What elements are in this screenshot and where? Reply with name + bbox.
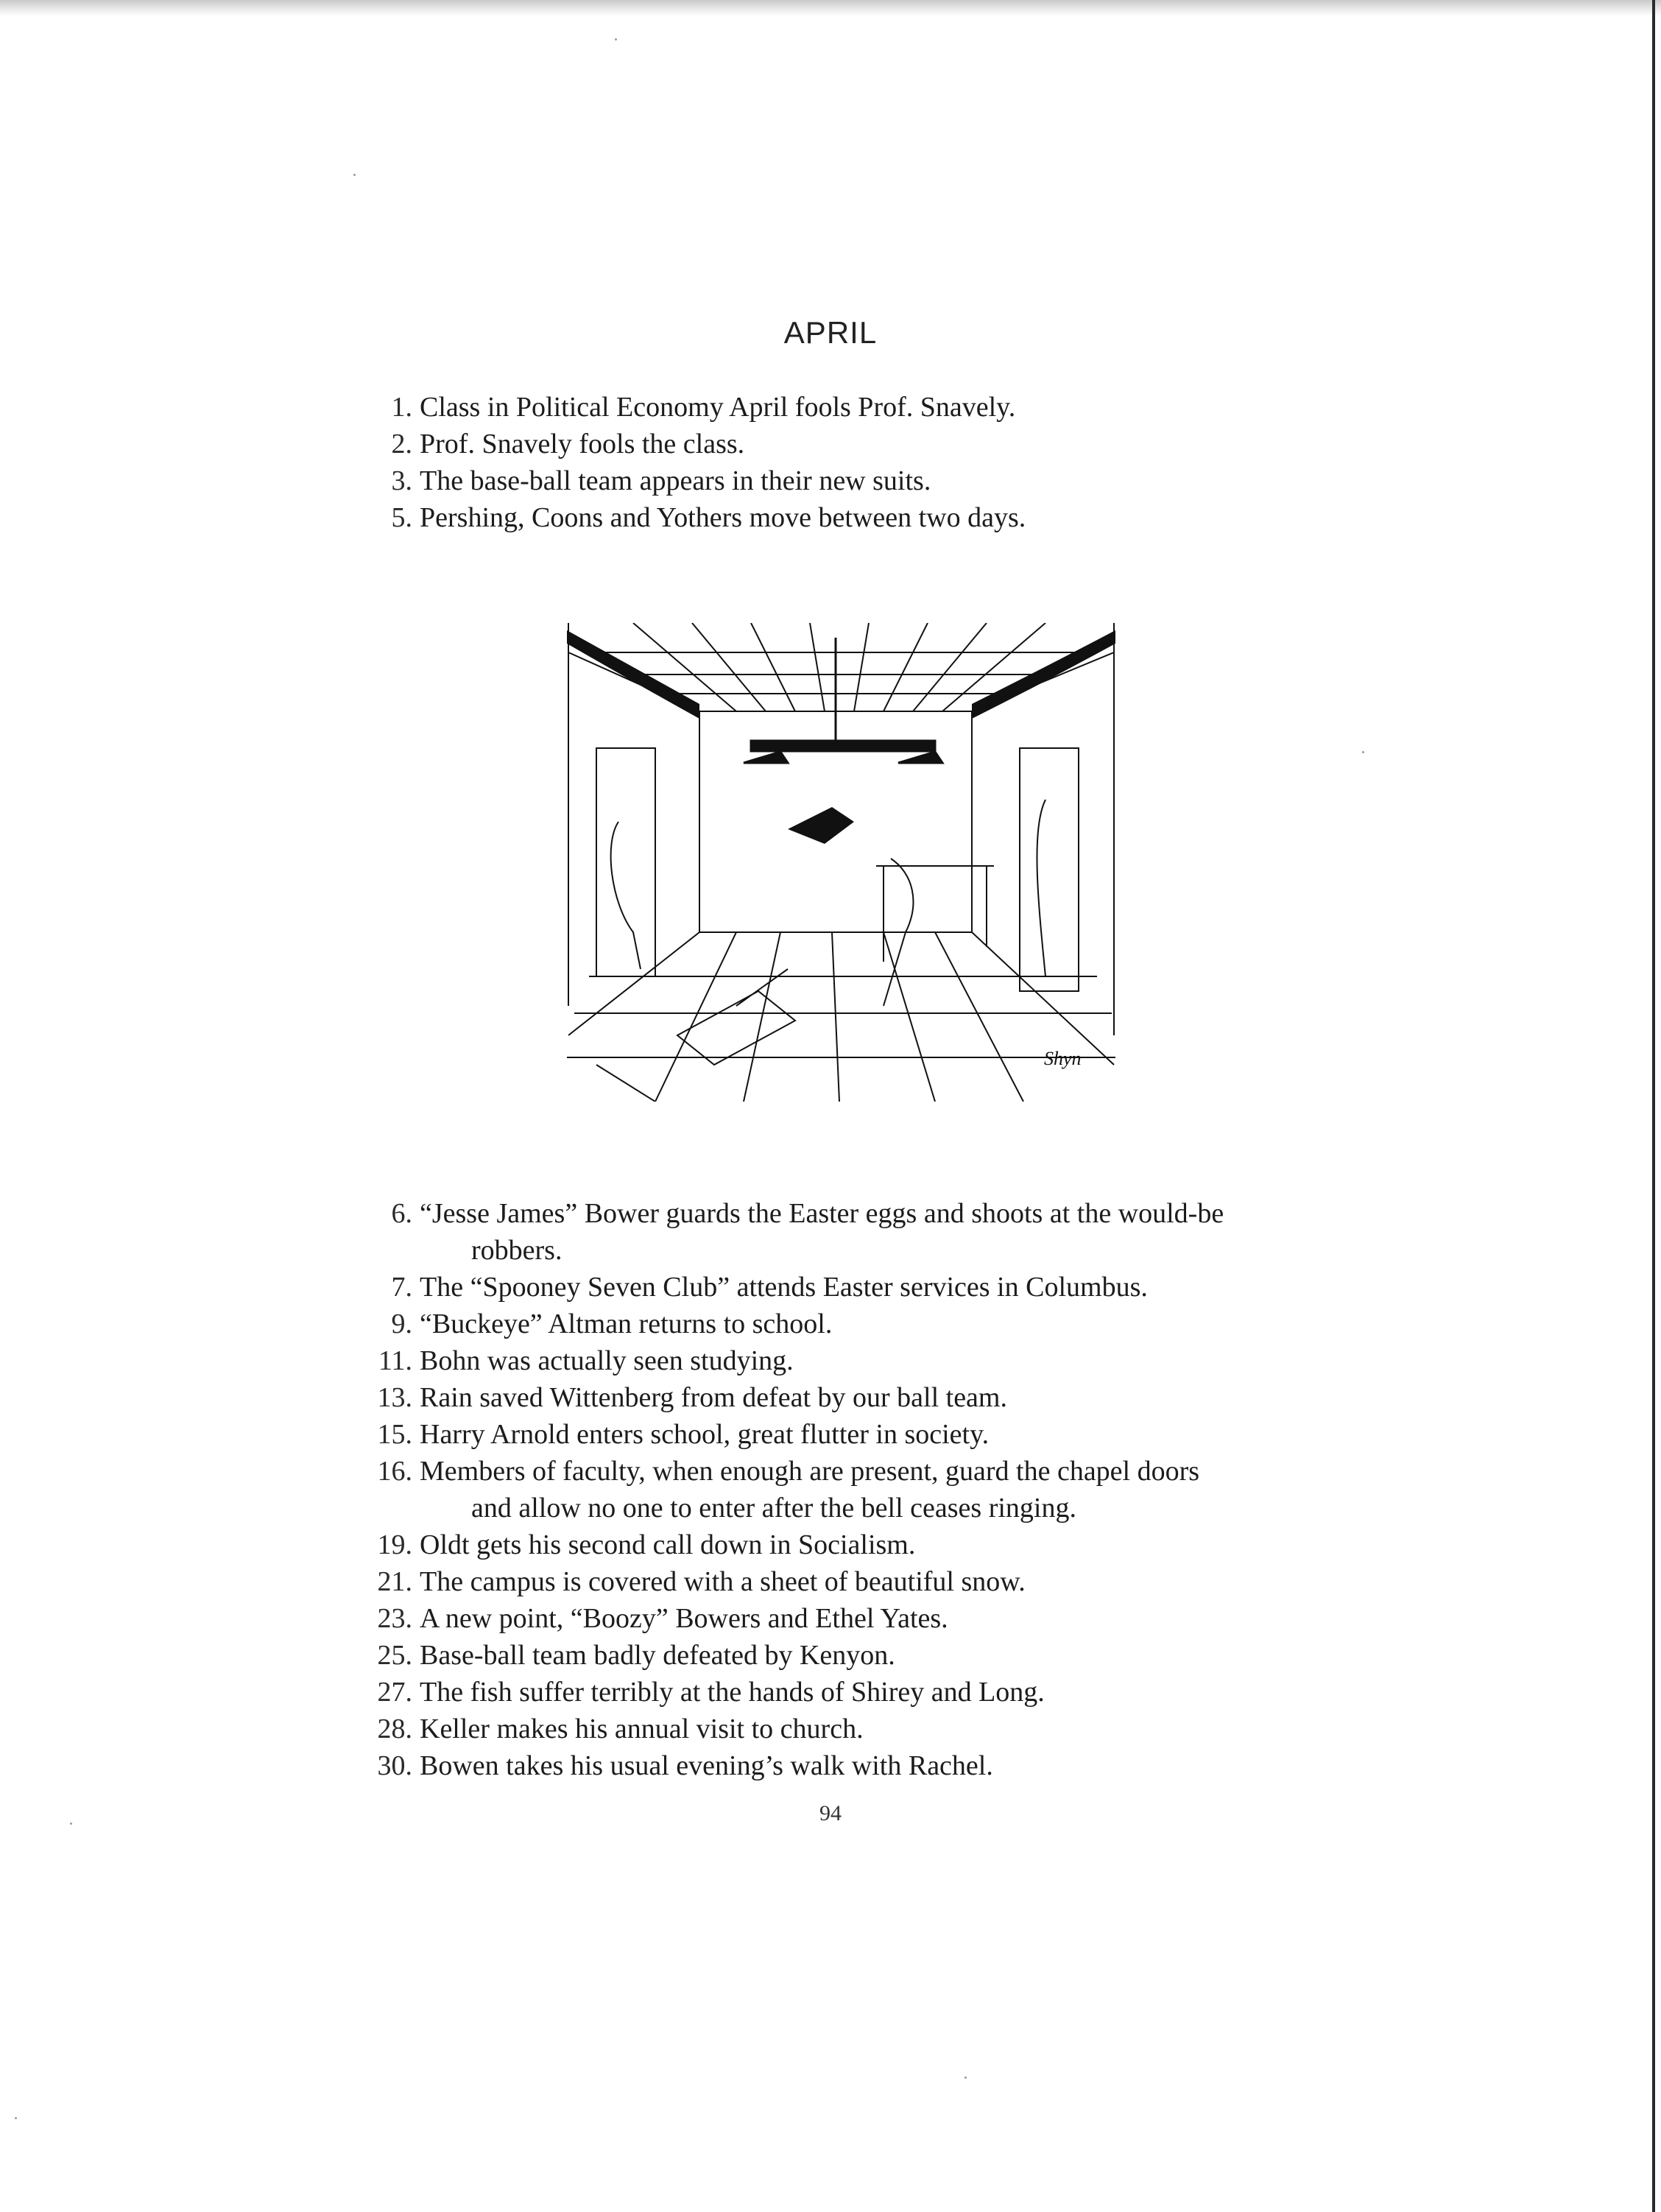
entry-number: 23. (377, 1603, 412, 1634)
entry-number: 1. (391, 392, 412, 423)
entry-number: 15. (377, 1419, 412, 1450)
entry-text: A new point, “Boozy” Bowers and Ethel Yates. (420, 1603, 948, 1634)
entry-text (420, 1453, 1480, 1526)
entry-item (346, 1342, 1480, 1379)
entry-text-continuation: and allow no one to enter after the bell ceases ringing. (471, 1493, 1076, 1524)
entry-text: The base-ball team appears in their new suits. (420, 465, 931, 496)
entry-text: Bowen takes his usual evening’s walk with Rachel. (420, 1750, 993, 1781)
entry-number: 9. (391, 1308, 412, 1339)
entry-text: “Buckeye” Altman returns to school. (420, 1308, 833, 1339)
entry-item (346, 499, 1480, 536)
entry-text: Oldt gets his second call down in Socialism. (420, 1529, 916, 1560)
scan-speck (964, 2077, 967, 2079)
kitchen-chase-illustration (567, 623, 1115, 1102)
entry-item (346, 426, 1480, 462)
entry-number: 7. (391, 1272, 412, 1303)
entry-item (346, 1711, 1480, 1747)
entry-text-line: “Jesse James” Bower guards the Easter eggs and shoots at the would-be (420, 1198, 1224, 1229)
scan-speck (353, 174, 356, 176)
entry-number: 16. (377, 1456, 412, 1487)
entry-item (346, 1269, 1480, 1306)
artist-signature: Shyn (1044, 1048, 1082, 1069)
entry-number: 6. (391, 1198, 412, 1229)
entry-number: 3. (391, 465, 412, 496)
entry-number: 25. (377, 1640, 412, 1671)
entry-item (346, 1637, 1480, 1674)
entry-item (346, 1600, 1480, 1637)
entry-number: 28. (377, 1713, 412, 1744)
entry-text: Prof. Snavely fools the class. (420, 429, 745, 459)
entry-text: Rain saved Wittenberg from defeat by our ball team. (420, 1382, 1007, 1413)
entries-list-bottom (346, 1195, 1480, 1784)
entry-text-line: Members of faculty, when enough are present, guard the chapel doors (420, 1456, 1200, 1487)
scan-speck (15, 2117, 17, 2119)
entry-item (346, 1674, 1480, 1711)
entry-text-continuation: robbers. (471, 1235, 563, 1266)
entry-number: 27. (377, 1677, 412, 1708)
scan-shadow-top (0, 0, 1661, 16)
scan-speck (1362, 751, 1364, 753)
entry-text: Bohn was actually seen studying. (420, 1345, 794, 1376)
entry-text (420, 1195, 1480, 1269)
entry-text: Harry Arnold enters school, great flutter in society. (420, 1419, 990, 1450)
page-number: 94 (819, 1801, 842, 1825)
entry-number: 5. (391, 502, 412, 533)
entry-text: The fish suffer terribly at the hands of Shirey and Long. (420, 1677, 1045, 1708)
entry-number: 30. (377, 1750, 412, 1781)
entry-item (346, 1453, 1480, 1526)
entry-item (346, 1379, 1480, 1416)
entry-item (346, 1416, 1480, 1453)
entry-text: The campus is covered with a sheet of beautiful snow. (420, 1566, 1026, 1597)
entry-text: Keller makes his annual visit to church. (420, 1713, 864, 1744)
entry-item (346, 1526, 1480, 1563)
page-heading: APRIL (783, 315, 878, 350)
entry-text: Pershing, Coons and Yothers move between two days. (420, 502, 1026, 533)
entries-list-top (346, 389, 1480, 536)
entry-item (346, 1747, 1480, 1784)
entry-number: 13. (377, 1382, 412, 1413)
entry-number: 11. (378, 1345, 412, 1376)
entry-item (346, 1306, 1480, 1342)
scan-speck (615, 38, 617, 40)
entry-item (346, 462, 1480, 499)
entry-item (346, 1195, 1480, 1269)
scan-speck (70, 1822, 72, 1825)
entry-item (346, 389, 1480, 426)
entry-text: The “Spooney Seven Club” attends Easter services in Columbus. (420, 1272, 1148, 1303)
entry-item (346, 1563, 1480, 1600)
entry-number: 19. (377, 1529, 412, 1560)
entry-text: Class in Political Economy April fools Prof. Snavely. (420, 392, 1016, 423)
entry-number: 21. (377, 1566, 412, 1597)
entry-text: Base-ball team badly defeated by Kenyon. (420, 1640, 895, 1671)
entry-number: 2. (391, 429, 412, 459)
